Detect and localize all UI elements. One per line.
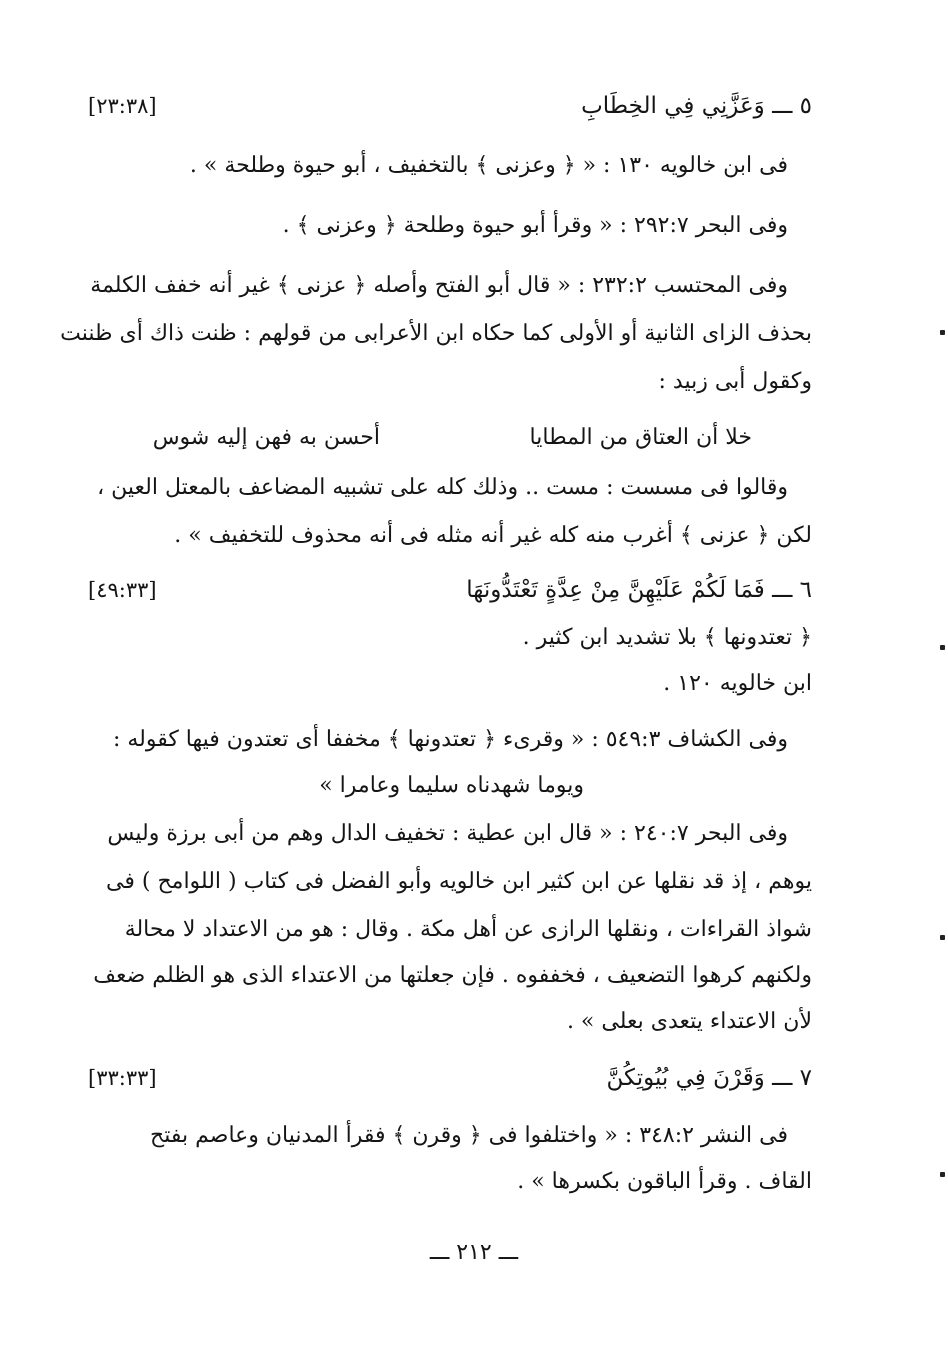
item-6-line-6: شواذ القراءات ، ونقلها الرازى عن أهل مكة . وقال : هو من الاعتداد لا محالة xyxy=(124,917,812,942)
item-5-line-6: وقالوا فى مسست : مست .. وذلك كله على تشبيه المضاعف بالمعتل العين ، xyxy=(97,475,788,500)
item-5-line-2: وفى البحر ٢٩٢:٧ : « وقرأ أبو حيوة وطلحة ﴿ وعزنى ﴾ . xyxy=(282,213,788,238)
page-number: ـــ ٢١٢ ـــ xyxy=(429,1240,519,1265)
item-5-heading: ٥ ـــ وَعَزَّنِي فِي الخِطَابِ xyxy=(581,93,812,119)
item-5-verse-first-hemistich: خلا أن العتاق من المطايا xyxy=(529,425,752,450)
item-6-line-4: وفى البحر ٢٤٠:٧ : « قال ابن عطية : تخفيف الدال وهم من أبى برزة وليس xyxy=(107,821,788,846)
scan-mark xyxy=(940,645,945,650)
item-5-line-1: فى ابن خالويه ١٣٠ : « ﴿ وعزنى ﴾ بالتخفيف ، أبو حيوة وطلحة » . xyxy=(189,153,788,178)
item-6-reference: [٤٩:٣٣] xyxy=(88,578,157,602)
item-7-heading: ٧ ـــ وَقَرْنَ فِي بُيُوتِكُنَّ xyxy=(606,1065,812,1091)
item-7-line-1: فى النشر ٣٤٨:٢ : « واختلفوا فى ﴿ وقرن ﴾ فقرأ المدنيان وعاصم بفتح xyxy=(150,1123,788,1148)
item-6-line-3: وفى الكشاف ٥٤٩:٣ : « وقرىء ﴿ تعتدونها ﴾ مخففا أى تعتدون فيها كقوله : xyxy=(112,727,788,752)
item-5-verse-second-hemistich: أحسن به فهن إليه شوس xyxy=(152,425,380,450)
scan-mark xyxy=(940,935,945,940)
item-5-line-3: وفى المحتسب ٢٣٢:٢ : « قال أبو الفتح وأصله ﴿ عزنى ﴾ غير أنه خفف الكلمة xyxy=(90,273,788,298)
item-6-line-1: ﴿ تعتدونها ﴾ بلا تشديد ابن كثير . xyxy=(522,625,812,650)
item-6-heading: ٦ ـــ فَمَا لَكُمْ عَلَيْهِنَّ مِنْ عِدَّةٍ تَعْتَدُّونَهَا xyxy=(466,577,812,603)
item-5-line-5: وكقول أبى زبيد : xyxy=(658,369,812,394)
item-6-line-8: لأن الاعتداء يتعدى بعلى » . xyxy=(566,1009,812,1034)
item-5-reference: [٢٣:٣٨] xyxy=(88,94,157,118)
item-6-line-5: يوهم ، إذ قد نقلها عن ابن كثير ابن خالويه وأبو الفضل فى كتاب ( اللوامح ) فى xyxy=(106,869,812,894)
item-6-quote: ويوما شهدناه سليما وعامرا » xyxy=(319,773,584,798)
item-5-line-7: لكن ﴿ عزنى ﴾ أغرب منه كله غير أنه مثله فى أنه محذوف للتخفيف » . xyxy=(174,523,812,548)
item-7-reference: [٣٣:٣٣] xyxy=(88,1066,157,1090)
scan-mark xyxy=(940,330,945,335)
scan-mark xyxy=(940,1172,945,1177)
item-6-line-7: ولكنهم كرهوا التضعيف ، فخففوه . فإن جعلتها من الاعتداء الذى هو الظلم ضعف xyxy=(93,963,812,988)
item-5-line-4: بحذف الزاى الثانية أو الأولى كما حكاه ابن الأعرابى من قولهم : ظنت ذاك أى ظننت xyxy=(60,321,812,346)
item-7-line-2: القاف . وقرأ الباقون بكسرها » . xyxy=(517,1169,812,1194)
item-6-line-2: ابن خالويه ١٢٠ . xyxy=(663,671,812,696)
